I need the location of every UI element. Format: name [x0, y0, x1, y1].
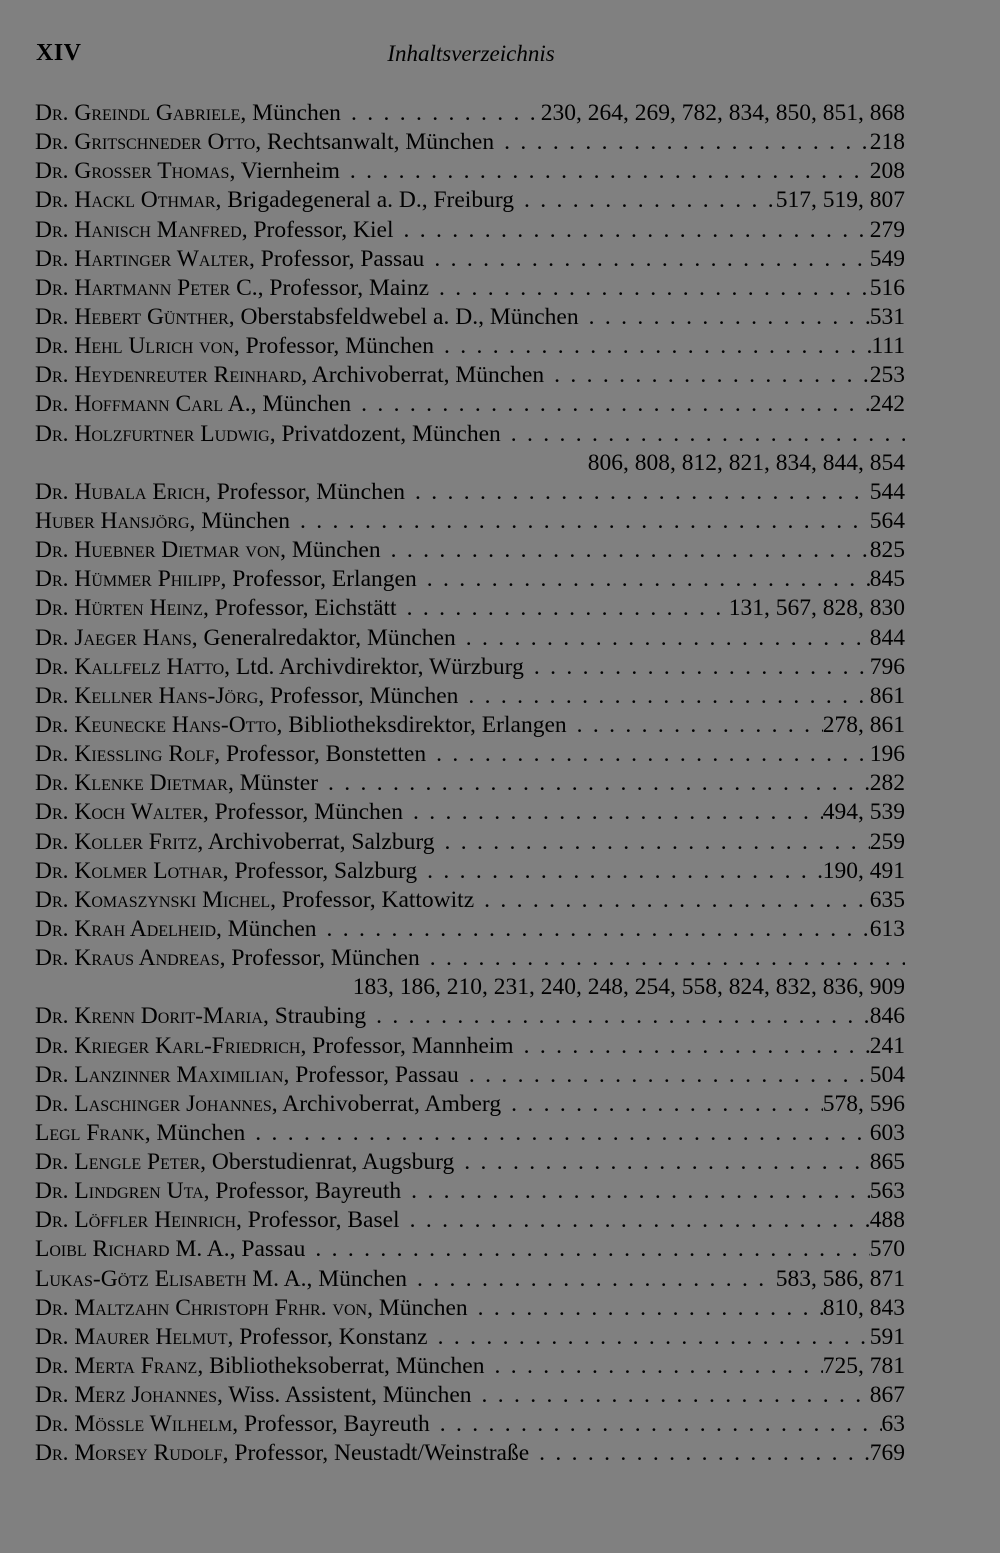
person-name: Dr. Hoffmann Carl A.	[35, 391, 251, 418]
page-references: 570	[869, 1236, 905, 1263]
index-entry	[35, 157, 905, 186]
index-entry	[35, 536, 905, 565]
page-references-continued: 183, 186, 210, 231, 240, 248, 254, 558, 824, 832, 836, 909	[352, 974, 905, 1001]
person-name: Dr. Hürten Heinz	[35, 595, 204, 622]
page-references: 218	[869, 129, 905, 156]
dot-leader	[501, 1090, 823, 1119]
page-references: 282	[869, 770, 905, 797]
dot-leader	[514, 186, 776, 215]
dot-leader	[468, 1294, 823, 1323]
page-references: 578, 596	[822, 1090, 905, 1117]
page-references: 279	[869, 216, 905, 243]
person-details: , Bibliotheksdirektor, Erlangen	[276, 711, 567, 738]
person-details: , Professor, München	[204, 478, 406, 505]
index-entry	[35, 711, 905, 740]
index-list	[35, 99, 905, 1469]
index-entry	[35, 1206, 905, 1235]
person-details: , Professor, Kiel	[241, 216, 394, 243]
person-name: Dr. Kiessling Rolf	[35, 741, 215, 768]
person-name: Dr. Klenke Dietmar	[35, 770, 228, 797]
index-entry	[35, 274, 905, 303]
dot-leader	[351, 390, 870, 419]
dot-leader	[544, 361, 870, 390]
person-details: , Professor, Basel	[236, 1207, 400, 1234]
person-name: Dr. Holzfurtner Ludwig	[35, 420, 270, 447]
page-references: 769	[869, 1440, 905, 1467]
person-details: , Professor, Kattowitz	[270, 886, 475, 913]
page-references: 861	[869, 682, 905, 709]
person-name: Dr. Koch Walter	[35, 799, 203, 826]
page-references: 190, 491	[822, 857, 905, 884]
dot-leader	[456, 624, 870, 653]
dot-leader	[430, 1410, 882, 1439]
person-details: , Archivoberrat, München	[301, 362, 545, 389]
page-references: 516	[869, 274, 905, 301]
index-entry	[35, 332, 905, 361]
index-entry	[35, 1090, 905, 1119]
dot-leader	[305, 1235, 869, 1264]
index-entry	[35, 653, 905, 682]
dot-leader	[401, 1177, 870, 1206]
person-details: , Generalredaktor, München	[191, 624, 456, 651]
person-details: , Professor, Konstanz	[227, 1323, 428, 1350]
person-details: , Professor, Eichstätt	[203, 595, 397, 622]
person-details: , Archivoberrat, Salzburg	[197, 828, 435, 855]
page-references: 278, 861	[822, 711, 905, 738]
page-references: 796	[869, 653, 905, 680]
person-details: , München	[144, 1119, 246, 1146]
dot-leader	[434, 332, 872, 361]
person-details: , Bibliotheksoberrat, München	[197, 1353, 485, 1380]
dot-leader	[417, 857, 823, 886]
page-references: 259	[869, 828, 905, 855]
person-name: Dr. Gritschneder Otto	[35, 129, 256, 156]
dot-leader	[318, 769, 870, 798]
page-references: 591	[869, 1323, 905, 1350]
person-details: , Professor, Mannheim	[300, 1032, 514, 1059]
person-details: , München	[367, 1294, 468, 1321]
index-entry	[35, 857, 905, 886]
dot-leader	[400, 1206, 870, 1235]
dot-leader	[458, 682, 869, 711]
page-references: 845	[869, 566, 905, 593]
person-details: , München	[216, 915, 317, 942]
page-references: 111	[871, 333, 905, 360]
dot-leader	[366, 1002, 870, 1031]
index-entry	[35, 361, 905, 390]
person-name: Dr. Löffler Heinrich	[35, 1207, 237, 1234]
dot-leader	[340, 157, 870, 186]
page-references: 564	[869, 507, 905, 534]
index-entry	[35, 1294, 905, 1323]
index-entry	[35, 565, 905, 594]
index-entry	[35, 944, 905, 973]
page-references: 196	[869, 741, 905, 768]
dot-leader	[403, 798, 823, 827]
page-references: 544	[869, 478, 905, 505]
person-details: , Professor, München	[258, 682, 459, 709]
dot-leader	[397, 594, 729, 623]
page-references: 63	[881, 1411, 905, 1438]
dot-leader	[428, 1323, 870, 1352]
dot-leader	[420, 944, 905, 973]
person-name: Legl Frank	[35, 1119, 145, 1146]
person-name: Dr. Koller Fritz	[35, 828, 198, 855]
page-references: 131, 567, 828, 830	[728, 595, 905, 622]
person-name: Dr. Kraus Andreas	[35, 945, 220, 972]
index-entry	[35, 828, 905, 857]
page-references: 208	[869, 158, 905, 185]
page-references: 253	[869, 362, 905, 389]
person-name: Dr. Lanzinner Maximilian	[35, 1061, 284, 1088]
person-details: , Viernheim	[229, 158, 340, 185]
person-name: Dr. Hartmann Peter C.	[35, 274, 258, 301]
page-references: 242	[869, 391, 905, 418]
dot-leader	[405, 478, 870, 507]
person-name: Dr. Kallfelz Hatto	[35, 653, 225, 680]
dot-leader	[317, 915, 870, 944]
person-name: Dr. Maltzahn Christoph Frhr. von	[35, 1294, 368, 1321]
dot-leader	[407, 1265, 776, 1294]
dot-leader	[424, 245, 869, 274]
page-references: 504	[869, 1061, 905, 1088]
dot-leader	[474, 886, 870, 915]
person-name: Dr. Hehl Ulrich von	[35, 333, 234, 360]
person-details: , Professor, Passau	[249, 245, 425, 272]
index-entry	[35, 1439, 905, 1468]
person-name: Dr. Lindgren Uta	[35, 1178, 204, 1205]
person-name: Dr. Greindl Gabriele	[35, 100, 241, 126]
person-name: Lukas-Götz Elisabeth M. A.	[35, 1265, 307, 1292]
index-entry	[35, 886, 905, 915]
person-details: , Professor, Bayreuth	[203, 1178, 402, 1205]
page-header	[36, 40, 906, 80]
index-entry	[35, 216, 905, 245]
person-details: , Münster	[227, 770, 319, 797]
dot-leader	[524, 653, 870, 682]
index-entry	[35, 915, 905, 944]
person-name: Dr. Krenn Dorit-Maria	[35, 1003, 263, 1030]
index-entry	[35, 1381, 905, 1410]
index-entry	[35, 186, 905, 215]
index-entry	[35, 507, 905, 536]
index-entry	[35, 740, 905, 769]
person-details: , München	[306, 1265, 407, 1292]
dot-leader	[459, 1061, 870, 1090]
person-name: Dr. Krieger Karl-Friedrich	[35, 1032, 301, 1059]
page-references: 531	[869, 303, 905, 330]
page-references: 230, 264, 269, 782, 834, 850, 851, 868	[540, 100, 905, 126]
index-entry	[35, 1177, 905, 1206]
person-details: , Professor, Bayreuth	[232, 1411, 430, 1438]
dot-leader	[429, 274, 870, 303]
dot-leader	[529, 1439, 870, 1468]
page-references: 603	[869, 1119, 905, 1146]
index-entry	[35, 624, 905, 653]
person-name: Dr. Hartinger Walter	[35, 245, 249, 272]
running-head: Inhaltsverzeichnis	[387, 41, 555, 66]
dot-leader	[485, 1352, 823, 1381]
person-name: Dr. Lengle Peter	[35, 1149, 201, 1176]
person-name: Dr. Merz Johannes	[35, 1382, 217, 1409]
page-references-continued: 806, 808, 812, 821, 834, 844, 854	[587, 449, 905, 476]
person-details: , Professor, Salzburg	[222, 857, 418, 884]
dot-leader	[426, 740, 870, 769]
person-details: , Professor, Erlangen	[220, 566, 417, 593]
page-references: 825	[869, 537, 905, 564]
page-references: 583, 586, 871	[775, 1265, 905, 1292]
index-entry	[35, 1323, 905, 1352]
person-name: Dr. Kolmer Lothar	[35, 857, 223, 884]
dot-leader	[341, 99, 541, 128]
page-references: 867	[869, 1382, 905, 1409]
person-name: Dr. Heydenreuter Reinhard	[35, 362, 302, 389]
page-references: 844	[869, 624, 905, 651]
person-details: , Archivoberrat, Amberg	[271, 1090, 502, 1117]
person-details: , Professor, München	[233, 333, 434, 360]
page-references: 241	[869, 1032, 905, 1059]
person-details: , Rechtsanwalt, München	[255, 129, 495, 156]
page-references: 494, 539	[822, 799, 905, 826]
person-name: Dr. Mössle Wilhelm	[35, 1411, 233, 1438]
index-entry	[35, 99, 905, 128]
index-entry	[35, 798, 905, 827]
index-entry	[35, 1235, 905, 1264]
dot-leader	[435, 828, 870, 857]
page-number: XIV	[36, 40, 82, 66]
person-name: Dr. Grosser Thomas	[35, 158, 230, 185]
index-entry	[35, 128, 905, 157]
dot-leader	[579, 303, 870, 332]
person-name: Dr. Kellner Hans-Jörg	[35, 682, 259, 709]
person-details: , München	[280, 537, 381, 564]
dot-leader	[501, 420, 905, 449]
person-name: Dr. Hümmer Philipp	[35, 566, 221, 593]
index-entry	[35, 1148, 905, 1177]
person-details: , München	[240, 100, 341, 126]
dot-leader	[290, 507, 870, 536]
person-name: Dr. Laschinger Johannes	[35, 1090, 272, 1117]
page-references: 865	[869, 1149, 905, 1176]
index-entry	[35, 1061, 905, 1090]
person-name: Dr. Maurer Helmut	[35, 1323, 228, 1350]
page-references: 488	[869, 1207, 905, 1234]
index-entry	[35, 1352, 905, 1381]
person-name: Dr. Komaszynski Michel	[35, 886, 271, 913]
dot-leader	[567, 711, 823, 740]
person-details: , Professor, Neustadt/Weinstraße	[222, 1440, 530, 1467]
person-details: , Brigadegeneral a. D., Freiburg	[215, 187, 514, 214]
dot-leader	[494, 128, 870, 157]
page-references: 549	[869, 245, 905, 272]
page-references: 846	[869, 1003, 905, 1030]
index-entry	[35, 1265, 905, 1294]
person-details: , Privatdozent, München	[269, 420, 501, 447]
page-references: 635	[869, 886, 905, 913]
index-entry	[35, 769, 905, 798]
person-name: Dr. Jaeger Hans	[35, 624, 192, 651]
person-name: Dr. Hackl Othmar	[35, 187, 216, 214]
index-entry	[35, 1002, 905, 1031]
person-name: Loibl Richard M. A.	[35, 1236, 230, 1263]
person-details: , Straubing	[262, 1003, 367, 1030]
person-details: , Professor, Bonstetten	[214, 741, 427, 768]
dot-leader	[472, 1381, 870, 1410]
person-name: Dr. Huebner Dietmar von	[35, 537, 281, 564]
person-details: , Oberstudienrat, Augsburg	[200, 1149, 455, 1176]
person-name: Dr. Hebert Günther	[35, 303, 229, 330]
person-details: , Ltd. Archivdirektor, Würzburg	[224, 653, 524, 680]
index-entry	[35, 1032, 905, 1061]
person-details: , Oberstabsfeldwebel a. D., München	[228, 303, 579, 330]
person-details: , Professor, Passau	[283, 1061, 459, 1088]
person-name: Dr. Merta Franz	[35, 1353, 198, 1380]
index-entry	[35, 390, 905, 419]
person-details: , Wiss. Assistent, München	[216, 1382, 472, 1409]
index-entry	[35, 1119, 905, 1148]
page-references: 563	[869, 1178, 905, 1205]
person-name: Dr. Hanisch Manfred	[35, 216, 242, 243]
person-details: , Professor, München	[202, 799, 403, 826]
person-details: , München	[250, 391, 352, 418]
index-entry	[35, 245, 905, 274]
person-name: Dr. Hubala Erich	[35, 478, 205, 505]
page-references: 517, 519, 807	[775, 187, 905, 214]
dot-leader	[245, 1119, 869, 1148]
page-references: 725, 781	[822, 1353, 905, 1380]
page-references: 613	[869, 915, 905, 942]
dot-leader	[514, 1032, 870, 1061]
index-entry	[35, 594, 905, 623]
person-name: Dr. Krah Adelheid	[35, 915, 217, 942]
dot-leader	[417, 565, 870, 594]
person-details: , Professor, Mainz	[257, 274, 430, 301]
dot-leader	[381, 536, 870, 565]
person-details: , Professor, München	[219, 945, 420, 972]
person-name: Dr. Morsey Rudolf	[35, 1440, 223, 1467]
person-name: Huber Hansjörg	[35, 507, 190, 534]
index-entry	[35, 1410, 905, 1439]
page-references: 810, 843	[822, 1294, 905, 1321]
dot-leader	[454, 1148, 870, 1177]
index-entry	[35, 682, 905, 711]
index-entry	[35, 303, 905, 332]
person-name: Dr. Keunecke Hans-Otto	[35, 711, 277, 738]
dot-leader	[394, 216, 870, 245]
index-entry	[35, 478, 905, 507]
index-entry	[35, 420, 905, 449]
person-details: , Passau	[229, 1236, 306, 1263]
person-details: , München	[189, 507, 291, 534]
